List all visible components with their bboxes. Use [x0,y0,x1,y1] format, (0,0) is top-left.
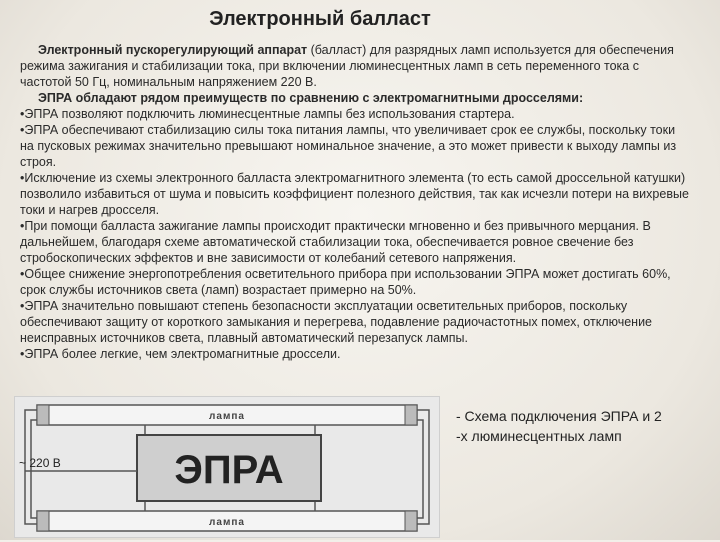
caption-line-2: -х люминесцентных ламп [456,428,622,444]
supply-label: ~ 220 В [19,456,61,470]
lamp-cap-icon [37,511,49,531]
lamp-cap-icon [405,511,417,531]
wiring-diagram-svg [15,397,439,537]
caption-line-1: - Схема подключения ЭПРА и 2 [456,408,662,424]
bullet-item: • При помощи балласта зажигание лампы происходит практически мгновенно и без привычного мерцания. В дальнейшем, благодаря схеме автоматической стабилизации тока, обеспечивается ровное свечение без стробоскопических эффектов и вне зависимости от колебаний сетевого напряжения. [20,218,692,266]
bullet-item: • ЭПРА более легкие, чем электромагнитные дроссели. [20,346,692,362]
intro-rest: (балласт) для разрядных ламп используется для обеспечения режима зажигания и стабилизации тока, при включении люминесцентных ламп в сеть переменного тока с частотой 50 Гц, номинальным напряжением 220 В. [20,43,674,89]
bullet-item: • Общее снижение энергопотребления осветительного прибора при использовании ЭПРА может достигать 60%, срок службы источников света (ламп) возрастает примерно на 50%. [20,266,692,298]
lamp-bottom-label: лампа [209,517,245,528]
advantages-heading: ЭПРА обладают рядом преимуществ по сравнению с электромагнитными дросселями: [38,91,584,105]
slide-title: Электронный балласт [209,8,431,30]
ballast-label: ЭПРА [174,448,284,492]
lamp-top-label: лампа [209,411,245,422]
bullet-item: • ЭПРА позволяют подключить люминесцентные лампы без использования стартера. [20,106,692,122]
lamp-cap-icon [405,405,417,425]
wiring-diagram [14,396,440,538]
lamp-cap-icon [37,405,49,425]
diagram-caption [456,406,706,446]
bullet-item: • Исключение из схемы электронного балласта электромагнитного элемента (то есть самой дроссельной катушки) позволило избавиться от шума и повысить коэффициент полезного действия, так как исчезли потери на вихревые токи и нагрев дросселя. [20,170,692,218]
bullet-item: • ЭПРА значительно повышают степень безопасности эксплуатации осветительных приборов, поскольку обеспечивают защиту от короткого замыкания и перегрева, подавление радиочастотных помех, отключение неисправных источников света, плавный автоматический перезапуск лампы. [20,298,692,346]
intro-lead: Электронный пускорегулирующий аппарат [38,43,308,57]
intro-paragraph [20,42,692,90]
body-text [20,42,692,362]
bullet-item: • ЭПРА обеспечивают стабилизацию силы тока питания лампы, что увеличивает срок ее службы, поскольку токи на пусковых режимах значительно превышают номинальное значение, а это может привести к выходу лампы из строя. [20,122,692,170]
